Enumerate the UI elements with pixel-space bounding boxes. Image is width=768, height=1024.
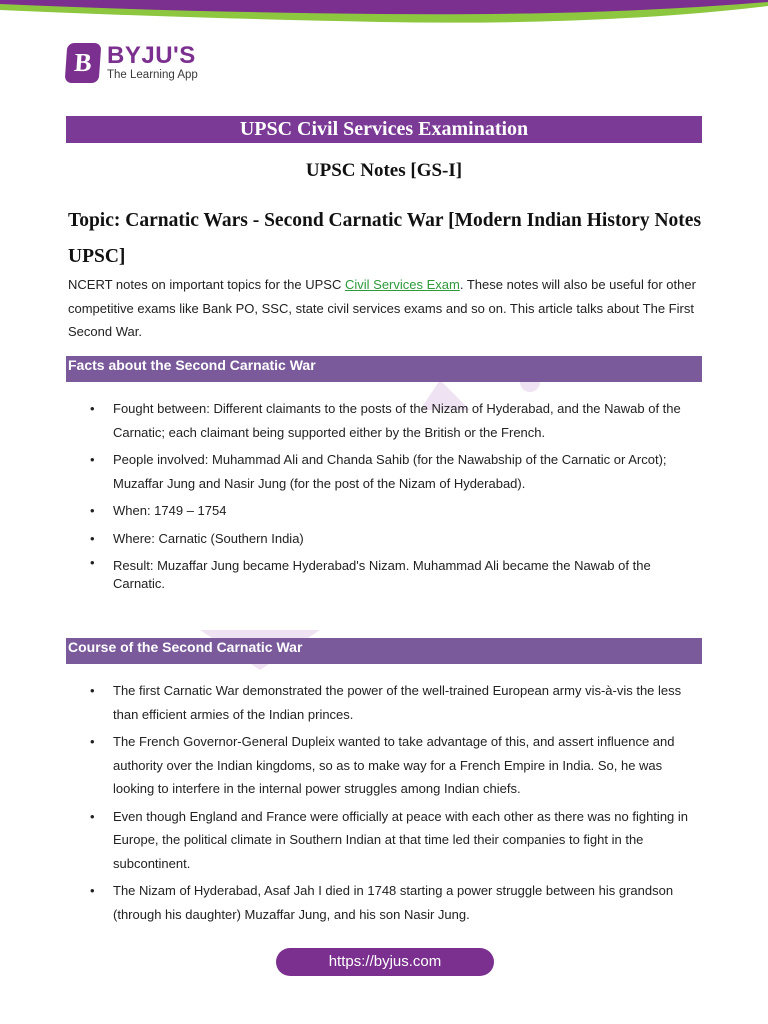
list-item: • When: 1749 – 1754 <box>90 499 702 523</box>
list-item: • Where: Carnatic (Southern India) <box>90 527 702 551</box>
list-item: • Result: Muzaffar Jung became Hyderabad's Nizam. Muhammad Ali became the Nawab of the Carnatic. <box>90 554 702 593</box>
intro-text-after: . These notes will also be useful for other competitive exams like Bank PO, SSC, state civil services exams and so on. This article talks about The First Second War. <box>68 277 696 339</box>
topic-heading: Topic: Carnatic Wars - Second Carnatic War [Modern Indian History Notes UPSC] <box>68 210 702 267</box>
civil-services-exam-link[interactable]: Civil Services Exam <box>344 277 460 292</box>
facts-list <box>90 397 702 597</box>
list-item: • The first Carnatic War demonstrated the power of the well-trained European army vis-à-vis the less than efficient armies of the Indian princes. <box>90 679 702 726</box>
list-item: • Even though England and France were officially at peace with each other as there was no fighting in Europe, the political climate in Southern Indian at that time led their companies to fight in the subcontinent. <box>90 805 702 876</box>
notes-subtitle: UPSC Notes [GS-I] <box>305 160 463 181</box>
logo-mark-icon: B <box>65 43 102 83</box>
byjus-logo[interactable] <box>66 43 198 83</box>
list-item: • The Nizam of Hyderabad, Asaf Jah I died in 1748 starting a power struggle between his grandson (through his daughter) Muzaffar Jung, and his son Nasir Jung. <box>90 879 702 926</box>
intro-text-before: NCERT notes on important topics for the UPSC <box>68 277 345 292</box>
section-heading-course: Course of the Second Carnatic War <box>66 638 702 664</box>
top-decorative-band <box>0 0 768 30</box>
exam-banner: UPSC Civil Services Examination <box>66 116 702 143</box>
course-list <box>90 679 702 930</box>
logo-tagline: The Learning App <box>107 69 198 82</box>
list-item: • The French Governor-General Dupleix wanted to take advantage of this, and assert influence and authority over the Indian kingdoms, so as to make way for a French Empire in India. So, he was looking to interfere in the internal power struggles among Indian chiefs. <box>90 730 702 801</box>
logo-name: BYJU'S <box>107 42 196 70</box>
list-item: • Fought between: Different claimants to the posts of the Nizam of Hyderabad, and the Nawab of the Carnatic; each claimant being supported either by the British or the French. <box>90 397 702 444</box>
footer-website-link[interactable]: https://byjus.com <box>276 948 494 976</box>
section-heading-facts: Facts about the Second Carnatic War <box>66 356 702 382</box>
list-item: • People involved: Muhammad Ali and Chanda Sahib (for the Nawabship of the Carnatic or Arcot); Muzaffar Jung and Nasir Jung (for the post of the Nizam of Hyderabad). <box>90 448 702 495</box>
intro-paragraph <box>68 273 708 344</box>
